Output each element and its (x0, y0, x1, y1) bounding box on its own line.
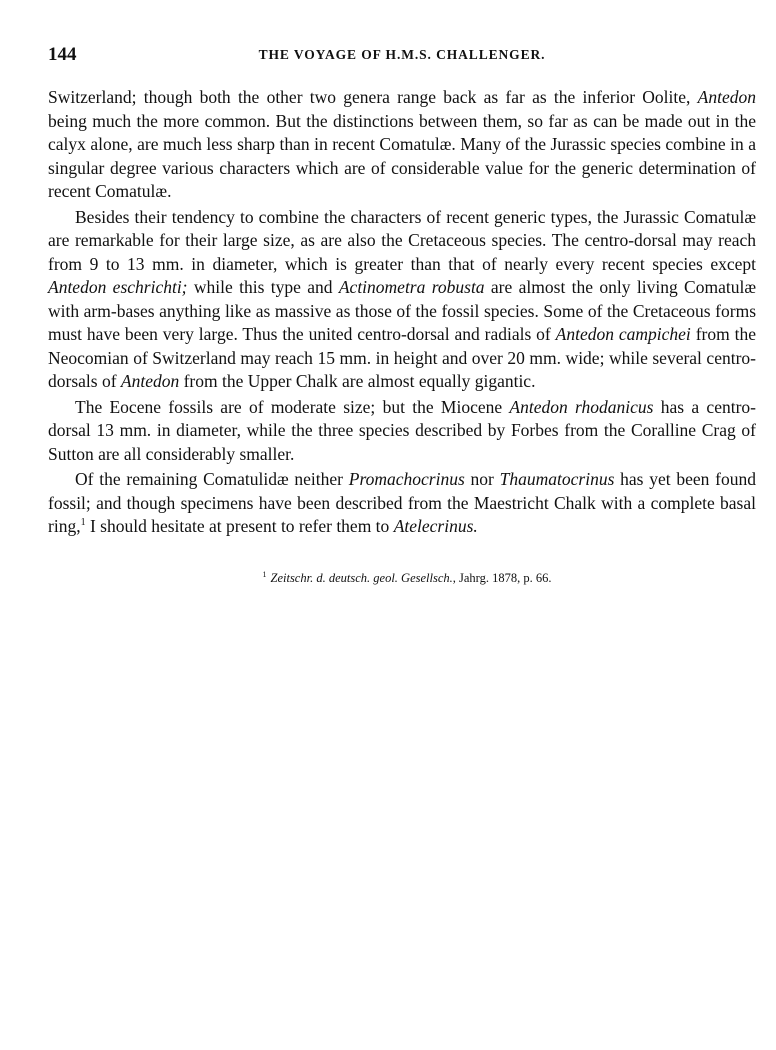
text-run: being much the more common. But the distinctions between them, so far as can be made out in the calyx alone, are much less sharp than in recent Comatulæ. Many of the Jurassic species combine in a singular degree various characters which are of considerable value for the generic determination of recent Comatulæ. (48, 110, 756, 201)
paragraph (48, 86, 756, 204)
italic-term: Thaumatocrinus (499, 469, 615, 489)
text-run: Of the remaining Comatulidæ neither (75, 469, 349, 489)
text-run: nor (464, 469, 500, 489)
text-run: from the Upper Chalk are almost equally gigantic. (179, 371, 536, 391)
text-run: from the Neocomian of Switzerland may reach 15 mm. in height and over 20 mm. wide; while several centro-dorsals of (48, 324, 756, 391)
italic-term: Actinometra robusta (338, 277, 485, 297)
paragraph (48, 396, 756, 467)
italic-term: Antedon campichei (555, 324, 691, 344)
text-run: I should hesitate at present to refer them to (85, 516, 394, 536)
text-run: Besides their tendency to combine the characters of recent generic types, the Jurassic Comatulæ are remarkable for their large size, as are also the Cretaceous species. The centro-dorsal may reach from 9 to 13 mm. in diameter, which is greater than that of nearly every recent species except (48, 206, 756, 274)
text-run: while this type and (187, 277, 339, 297)
paragraph (48, 468, 756, 539)
italic-term: Antedon rhodanicus (509, 396, 654, 417)
text-run: The Eocene fossils are of moderate size; but the Miocene (75, 396, 510, 417)
footnote (48, 570, 756, 586)
italic-term: Antedon eschrichti; (48, 277, 188, 297)
body-text (48, 86, 756, 539)
paragraph (48, 206, 756, 394)
text-run: has yet been found fossil; and though specimens have been described from the Maestricht Chalk with a complete basal ring, (48, 469, 756, 536)
footnote-source: Zeitschr. d. deutsch. geol. Gesellsch. (270, 571, 453, 585)
footnote-reference: 1 (80, 517, 86, 529)
footnote-citation: , Jahrg. 1878, p. 66. (452, 571, 552, 585)
page-header (48, 44, 756, 68)
running-title: THE VOYAGE OF H.M.S. CHALLENGER. (258, 47, 546, 62)
footnote-marker: 1 (262, 570, 267, 579)
text-run: are almost the only living Comatulæ with arm-bases anything like as massive as those of the fossil species. Some of the Cretaceous forms must have been very large. Thus the united centro-dorsal and radials of (48, 277, 756, 344)
text-run: has a centro-dorsal 13 mm. in diameter, while the three species described by Forbes from the Coralline Crag of Sutton are all considerably smaller. (48, 396, 756, 464)
text-run: Switzerland; though both the other two genera range back as far as the inferior Oolite, (48, 87, 698, 107)
italic-term: Atelecrinus. (393, 516, 478, 536)
italic-term: Antedon (120, 371, 180, 391)
italic-term: Promachocrinus (348, 469, 465, 489)
italic-term: Antedon (697, 87, 756, 107)
page-number: 144 (48, 44, 77, 65)
